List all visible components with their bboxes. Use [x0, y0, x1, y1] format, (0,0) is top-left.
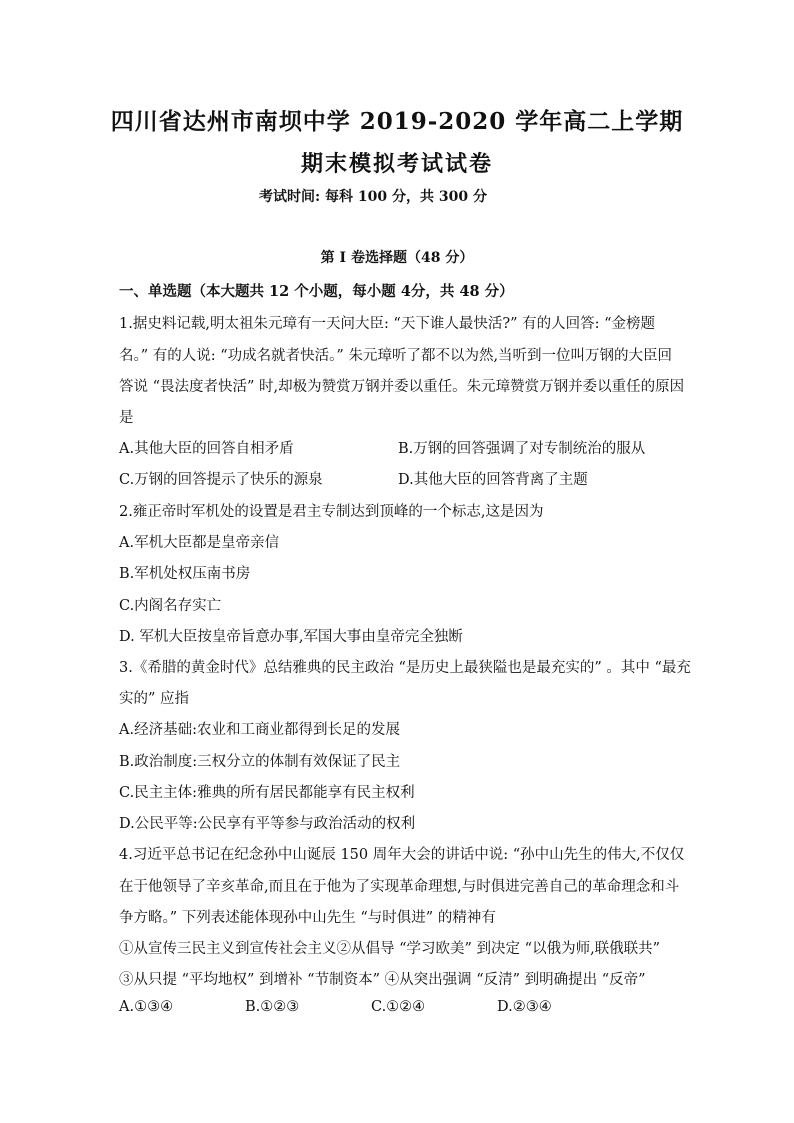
q4-option-b: B.①②③	[245, 999, 300, 1015]
q1-options-row2	[119, 468, 679, 489]
q3-option-d: D.公民平等:公民享有平等参与政治活动的权利	[119, 816, 416, 832]
q1-option-b: B.万钢的回答强调了对专制统治的服从	[398, 441, 646, 457]
q1-stem-line1: 1.据史料记载,明太祖朱元璋有一天问大臣: “天下谁人最快活?” 有的人回答: “金榜题	[119, 316, 656, 332]
q3-stem-line1: 3.《希腊的黄金时代》总结雅典的民主政治 “是历史上最狭隘也是最充实的” 。其中 “最充	[119, 660, 691, 676]
part1-heading: 第 I 卷选择题（48 分）	[320, 250, 474, 266]
q4-statements-line2: ③从只提 “平均地权” 到增补 “节制资本” ④从突出强调 “反清” 到明确提出 “反帝”	[119, 972, 646, 988]
q1-stem-line3: 答说 “畏法度者快活” 时,却极为赞赏万钢并委以重任。朱元璋赞赏万钢并委以重任的原因	[119, 379, 685, 395]
exam-title-line2: 期末模拟考试试卷	[300, 151, 493, 177]
q4-stem-line2: 在于他领导了辛亥革命,而且在于他为了实现革命理想,与时俱进完善自己的革命理念和斗	[119, 879, 680, 895]
exam-time-note: 考试时间: 每科 100 分，共 300 分	[259, 189, 487, 205]
exam-title-line1: 四川省达州市南坝中学 2019-2020 学年高二上学期	[110, 108, 684, 135]
q1-option-a: A.其他大臣的回答自相矛盾	[119, 441, 294, 457]
q3-option-a: A.经济基础:农业和工商业都得到长足的发展	[119, 722, 400, 738]
q3-option-b: B.政治制度:三权分立的体制有效保证了民主	[119, 754, 401, 770]
q3-stem-line2: 实的” 应指	[119, 691, 190, 707]
q4-option-d: D.②③④	[497, 999, 552, 1015]
q1-option-d: D.其他大臣的回答背离了主题	[398, 472, 588, 488]
q2-option-d: D. 军机大臣按皇帝旨意办事,军国大事由皇帝完全独断	[119, 629, 463, 645]
q4-statements-line1: ①从宣传三民主义到宣传社会主义②从倡导 “学习欧美” 到决定 “以俄为师,联俄联共”	[119, 941, 661, 957]
q2-option-c: C.内阁名存实亡	[119, 598, 222, 614]
q2-option-b: B.军机处权压南书房	[119, 566, 251, 582]
section-heading: 一、单选题（本大题共 12 个小题，每小题 4分，共 48 分）	[119, 283, 514, 300]
q4-option-a: A.①③④	[119, 999, 174, 1015]
q1-option-c: C.万钢的回答提示了快乐的源泉	[119, 472, 323, 488]
q1-stem-line4: 是	[119, 410, 134, 426]
q2-stem: 2.雍正帝时军机处的设置是君主专制达到顶峰的一个标志,这是因为	[119, 504, 544, 520]
q4-stem-line1: 4.习近平总书记在纪念孙中山诞辰 150 周年大会的讲话中说: “孙中山先生的伟大,不仅仅	[119, 847, 685, 863]
q1-stem-line2: 名。” 有的人说: “功成名就者快活。” 朱元璋听了都不以为然,当听到一位叫万钢的大臣回	[119, 348, 673, 364]
q2-option-a: A.军机大臣都是皇帝亲信	[119, 535, 280, 551]
q1-options-row1	[119, 437, 679, 458]
q4-option-c: C.①②④	[371, 999, 426, 1015]
q4-stem-line3: 争方略。” 下列表述能体现孙中山先生 “与时俱进” 的精神有	[119, 910, 496, 926]
q3-option-c: C.民主主体:雅典的所有居民都能享有民主权利	[119, 785, 415, 801]
